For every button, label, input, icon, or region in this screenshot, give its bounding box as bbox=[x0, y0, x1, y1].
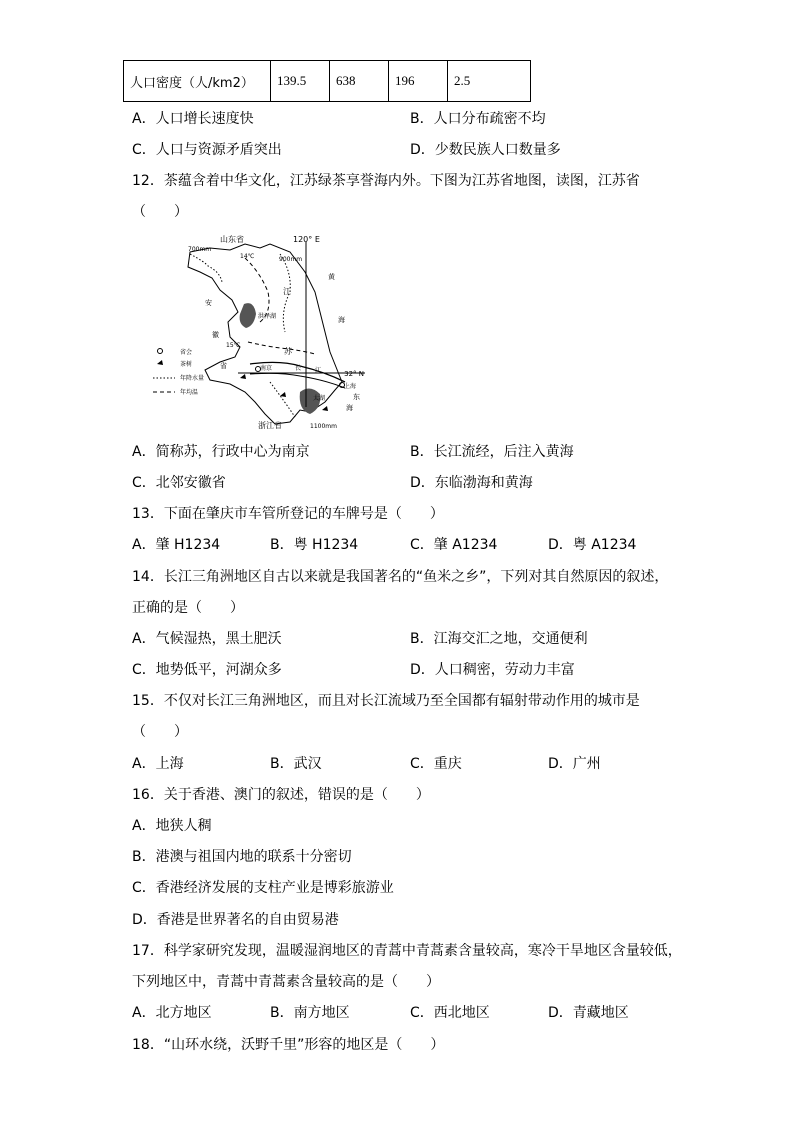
jiangsu-char-2: 苏 bbox=[284, 347, 292, 356]
q13-option-b[interactable]: B．粤 H1234 bbox=[270, 537, 359, 553]
q11-option-c[interactable]: C．人口与资源矛盾突出 bbox=[132, 142, 282, 158]
q15-blank: （ ） bbox=[132, 724, 188, 740]
q14-stem: 14．长江三角洲地区自古以来就是我国著名的“鱼米之乡”，下列对其自然原因的叙述， bbox=[132, 569, 669, 585]
tea-tree-marker bbox=[240, 374, 246, 379]
q15-option-a[interactable]: A．上海 bbox=[132, 756, 184, 772]
q12-option-c[interactable]: C．北邻安徽省 bbox=[132, 475, 226, 491]
q13-stem: 13．下面在肇庆市车管所登记的车牌号是（ ） bbox=[132, 506, 444, 522]
hongze-lake bbox=[240, 303, 256, 328]
q15-option-d[interactable]: D．广州 bbox=[548, 756, 601, 772]
east-sea-char-1: 东 bbox=[353, 393, 360, 401]
q14-option-d[interactable]: D．人口稠密，劳动力丰富 bbox=[410, 662, 575, 678]
q14-stem-line2: 正确的是（ ） bbox=[132, 600, 244, 616]
q18-stem: 18．“山环水绕，沃野千里”形容的地区是（ ） bbox=[132, 1037, 445, 1053]
q13-option-a[interactable]: A．肇 H1234 bbox=[132, 537, 221, 553]
jiangsu-char-1: 江 bbox=[283, 287, 291, 296]
isohyet-line bbox=[190, 254, 222, 282]
q17-option-c[interactable]: C．西北地区 bbox=[410, 1005, 490, 1021]
sea-char-2: 海 bbox=[338, 316, 345, 324]
q16-option-a[interactable]: A．地狭人稠 bbox=[132, 818, 212, 834]
q12-option-b[interactable]: B．长江流经，后注入黄海 bbox=[410, 444, 574, 460]
latitude-label: 32° N bbox=[344, 370, 364, 378]
q15-option-c[interactable]: C．重庆 bbox=[410, 756, 462, 772]
map-legend bbox=[153, 348, 204, 396]
legend-capital: 省会 bbox=[180, 349, 193, 356]
q17-stem: 17．科学家研究发现，温暖湿润地区的青蒿中青蒿素含量较高，寒冷干旱地区含量较低， bbox=[132, 943, 682, 959]
east-sea-char-2: 海 bbox=[346, 404, 353, 412]
table-cell: 2.5 bbox=[448, 61, 531, 102]
west-province-char-3: 省 bbox=[220, 362, 227, 370]
south-province-label: 浙江省 bbox=[258, 421, 282, 430]
north-province-label: 山东省 bbox=[220, 235, 244, 244]
west-province-char-2: 徽 bbox=[212, 331, 219, 339]
iso-900-label: 900mm bbox=[279, 256, 303, 263]
longitude-label: 120° E bbox=[293, 235, 320, 244]
q12-option-a[interactable]: A．简称苏，行政中心为南京 bbox=[132, 444, 310, 460]
q12-option-d[interactable]: D．东临渤海和黄海 bbox=[410, 475, 533, 491]
q16-option-b[interactable]: B．港澳与祖国内地的联系十分密切 bbox=[132, 849, 352, 865]
tea-legend-icon bbox=[157, 360, 163, 365]
q15-stem: 15．不仅对长江三角洲地区，而且对长江流域乃至全国都有辐射带动作用的城市是 bbox=[132, 693, 640, 709]
table-cell: 139.5 bbox=[271, 61, 330, 102]
q15-option-b[interactable]: B．武汉 bbox=[270, 756, 322, 772]
nanjing-label: 南京 bbox=[260, 365, 273, 372]
temp-14-label: 14℃ bbox=[240, 253, 255, 260]
taihu-label: 太湖 bbox=[313, 395, 326, 402]
river-char-2: 江 bbox=[315, 367, 322, 374]
q13-option-c[interactable]: C．肇 A1234 bbox=[410, 537, 498, 553]
table-row bbox=[124, 61, 531, 102]
q17-option-d[interactable]: D．青藏地区 bbox=[548, 1005, 629, 1021]
q16-option-c[interactable]: C．香港经济发展的支柱产业是博彩旅游业 bbox=[132, 880, 394, 896]
legend-precip: 年降水量 bbox=[180, 375, 205, 382]
q13-option-d[interactable]: D．粤 A1234 bbox=[548, 537, 637, 553]
q16-stem: 16．关于香港、澳门的叙述，错误的是（ ） bbox=[132, 787, 430, 803]
shanghai-label: 上海 bbox=[344, 383, 357, 390]
q14-option-a[interactable]: A．气候湿热，黑土肥沃 bbox=[132, 631, 282, 647]
jiangsu-map bbox=[150, 232, 370, 432]
q11-option-b[interactable]: B．人口分布疏密不均 bbox=[410, 111, 546, 127]
sea-char-1: 黄 bbox=[328, 273, 335, 281]
table-cell: 196 bbox=[389, 61, 448, 102]
west-province-char-1: 安 bbox=[205, 299, 212, 307]
river-char-1: 长 bbox=[295, 365, 302, 372]
q17-stem-line2: 下列地区中，青蒿中青蒿素含量较高的是（ ） bbox=[132, 974, 440, 990]
q14-option-c[interactable]: C．地势低平，河湖众多 bbox=[132, 662, 282, 678]
table-cell: 638 bbox=[330, 61, 389, 102]
isohyet-line bbox=[270, 382, 295, 417]
hongze-label: 洪泽湖 bbox=[258, 313, 277, 320]
temp-15-label: 15℃ bbox=[226, 342, 241, 349]
legend-temp: 年均温 bbox=[180, 389, 199, 396]
iso-1100-label: 1100mm bbox=[310, 423, 337, 430]
legend-tea: 茶树 bbox=[180, 361, 193, 368]
iso-700-label: 700mm bbox=[188, 246, 212, 253]
q16-option-d[interactable]: D．香港是世界著名的自由贸易港 bbox=[132, 912, 339, 928]
isotherm-line bbox=[248, 342, 315, 354]
tea-tree-marker bbox=[322, 406, 328, 411]
q12-blank: （ ） bbox=[132, 204, 188, 220]
q12-stem: 12．茶蕴含着中华文化，江苏绿茶享誉海内外。下图为江苏省地图，读图，江苏省 bbox=[132, 173, 640, 189]
table-label-cell: 人口密度（人/km2） bbox=[124, 61, 271, 102]
q11-option-d[interactable]: D．少数民族人口数量多 bbox=[410, 142, 561, 158]
population-density-table bbox=[123, 60, 531, 102]
q14-option-b[interactable]: B．江海交汇之地，交通便利 bbox=[410, 631, 588, 647]
q17-option-b[interactable]: B．南方地区 bbox=[270, 1005, 350, 1021]
capital-legend-icon bbox=[158, 349, 163, 354]
q11-option-a[interactable]: A．人口增长速度快 bbox=[132, 111, 254, 127]
q17-option-a[interactable]: A．北方地区 bbox=[132, 1005, 212, 1021]
